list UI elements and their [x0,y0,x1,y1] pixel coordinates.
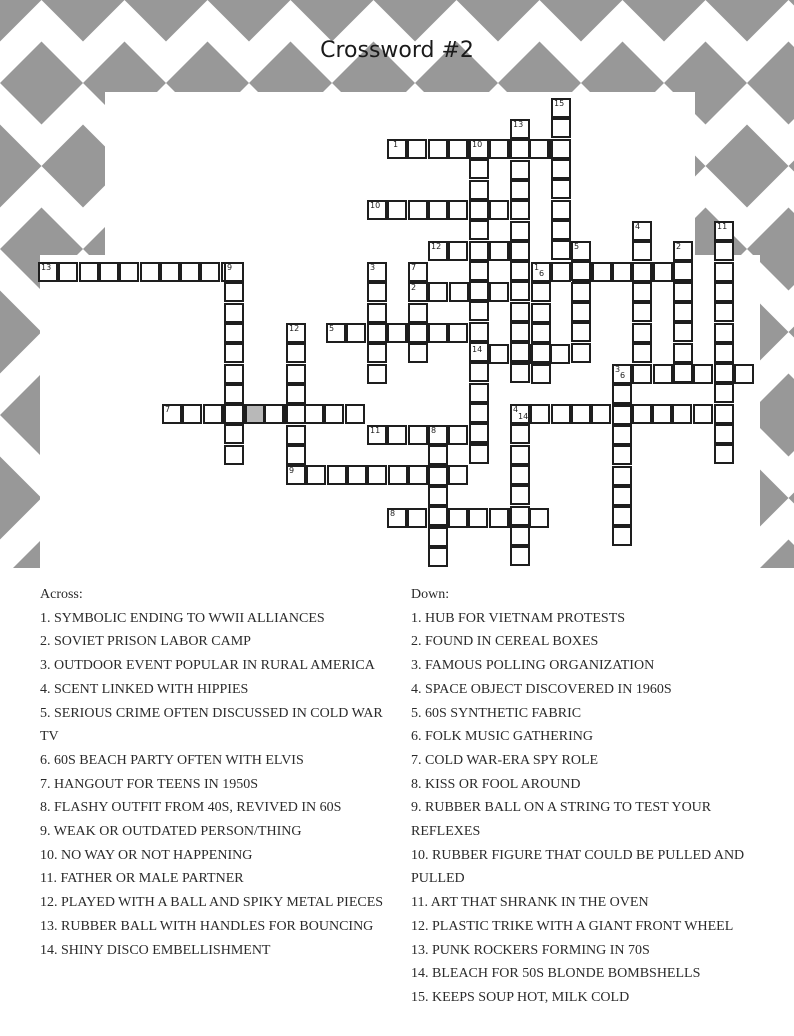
grid-clue-number: 10 [472,140,483,149]
grid-clue-number: 7 [411,263,417,272]
grid-clue-number: 6 [539,269,545,278]
grid-cell[interactable] [469,159,489,179]
clue-across-6: 6. 60S BEACH PARTY OFTEN WITH ELVIS [40,752,304,768]
grid-cell[interactable] [58,262,78,282]
grid-cell[interactable] [469,241,489,261]
grid-cell[interactable] [367,465,387,485]
grid-cell[interactable] [286,445,306,465]
grid-cell[interactable] [673,322,693,342]
grid-cell[interactable] [489,200,509,220]
grid-clue-number: 5 [574,242,580,251]
background-diamond [457,0,540,42]
grid-cell[interactable] [632,262,652,282]
grid-cell[interactable] [448,508,468,528]
grid-cell[interactable] [510,281,530,301]
grid-cell[interactable] [510,465,530,485]
grid-cell[interactable] [224,364,244,384]
grid-cell[interactable] [367,262,387,282]
grid-cell[interactable] [531,262,551,282]
grid-cell[interactable] [224,424,244,444]
grid-cell[interactable] [612,506,632,526]
grid-cell[interactable] [571,302,591,322]
background-diamond [0,457,42,540]
background-diamond [706,0,789,42]
grid-cell[interactable] [286,404,306,424]
grid-cell[interactable] [510,445,530,465]
background-diamond [789,457,794,540]
grid-clue-number: 11 [370,426,381,435]
grid-cell[interactable] [387,323,407,343]
grid-cell[interactable] [449,282,469,302]
grid-cell[interactable] [530,404,550,424]
across-clues [40,607,395,963]
grid-cell[interactable] [714,302,734,322]
grid-cell[interactable] [408,200,428,220]
clue-down-13: 13. PUNK ROCKERS FORMING IN 70S [411,942,650,958]
grid-cell[interactable] [714,323,734,343]
grid-cell[interactable] [428,527,448,547]
grid-cell[interactable] [286,364,306,384]
grid-cell[interactable] [367,364,387,384]
grid-clue-number: 11 [717,222,728,231]
clue-down-6: 6. FOLK MUSIC GATHERING [411,729,594,745]
grid-cell[interactable] [408,282,428,302]
grid-cell[interactable] [632,302,652,322]
grid-cell[interactable] [428,506,448,526]
grid-cell[interactable] [592,262,612,282]
grid-cell[interactable] [469,362,489,382]
grid-cell[interactable] [469,444,489,464]
grid-cell[interactable] [408,303,428,323]
grid-cell[interactable] [327,465,347,485]
background-diamond [623,0,706,42]
grid-cell[interactable] [367,323,387,343]
grid-cell[interactable] [469,383,489,403]
grid-cell[interactable] [714,424,734,444]
grid-cell[interactable] [653,262,673,282]
grid-clue-number: 15 [554,99,565,108]
grid-cell[interactable] [632,343,652,363]
grid-cell[interactable] [714,363,734,383]
grid-cell[interactable] [612,405,632,425]
grid-cell[interactable] [673,282,693,302]
grid-clue-number: 3 [370,263,376,272]
grid-cell[interactable] [286,425,306,445]
grid-cell[interactable] [469,322,489,342]
across-heading: Across: [40,587,83,602]
grid-cell[interactable] [551,404,571,424]
grid-cell[interactable] [448,465,468,485]
grid-cell[interactable] [469,423,489,443]
grid-clue-number: 3 [615,365,621,374]
grid-cell[interactable] [200,262,220,282]
background-diamond [540,0,623,42]
grid-cell[interactable] [428,466,448,486]
clue-across-4: 4. SCENT LINKED WITH HIPPIES [40,681,249,697]
grid-cell[interactable] [408,262,428,282]
grid-cell[interactable] [224,282,244,302]
grid-cell[interactable] [612,425,632,445]
grid-cell[interactable] [673,343,693,363]
background-diamond [789,125,794,208]
grid-cell[interactable] [428,139,448,159]
grid-cell[interactable] [510,221,530,241]
grid-cell[interactable] [510,261,530,281]
grid-cell[interactable] [387,139,407,159]
grid-cell[interactable] [224,445,244,465]
grid-cell[interactable] [612,466,632,486]
grid-clue-number: 12 [289,324,300,333]
clue-across-13: 13. RUBBER BALL WITH HANDLES FOR BOUNCING [40,918,374,934]
clue-across-7: 7. HANGOUT FOR TEENS IN 1950S [40,776,259,792]
grid-cell[interactable] [510,200,530,220]
grid-clue-number: 1 [393,140,399,149]
clue-across-12: 12. PLAYED WITH A BALL AND SPIKY METAL PIECES [40,895,384,911]
grid-cell[interactable] [469,139,489,159]
grid-cell[interactable] [529,139,549,159]
grid-cell[interactable] [551,200,571,220]
grid-cell[interactable] [714,241,734,261]
grid-cell[interactable] [571,261,591,281]
grid-cell[interactable] [324,404,344,424]
clue-down-3: 3. FAMOUS POLLING ORGANIZATION [411,658,655,674]
grid-clue-number: 2 [676,242,682,251]
grid-cell[interactable] [180,262,200,282]
grid-cell[interactable] [510,180,530,200]
grid-cell[interactable] [469,281,489,301]
grid-cell[interactable] [612,486,632,506]
grid-cell[interactable] [510,485,530,505]
grid-cell[interactable] [510,363,530,383]
grid-cell[interactable] [571,343,591,363]
grid-clue-number: 4 [513,405,519,414]
grid-cell[interactable] [510,342,530,362]
clue-down-4: 4. SPACE OBJECT DISCOVERED IN 1960S [411,681,672,697]
background-diamond [374,0,457,42]
grid-cell[interactable] [489,139,509,159]
grid-cell[interactable] [693,364,713,384]
grid-cell[interactable] [162,404,182,424]
grid-cell[interactable] [182,404,202,424]
grid-cell[interactable] [224,384,244,404]
grid-clue-number: 7 [165,405,171,414]
grid-cell[interactable] [714,383,734,403]
grid-clue-number: 1 [534,263,540,272]
clue-across-3: 3. OUTDOOR EVENT POPULAR IN RURAL AMERICA [40,658,375,674]
background-diamond [706,125,789,208]
grid-cell[interactable] [510,424,530,444]
grid-clue-number: 14 [518,412,529,421]
grid-cell[interactable] [571,282,591,302]
grid-clue-number: 8 [431,426,437,435]
grid-cell[interactable] [489,344,509,364]
grid-cell[interactable] [286,343,306,363]
grid-cell[interactable] [224,303,244,323]
grid-cell[interactable] [224,343,244,363]
grid-cell[interactable] [245,404,265,424]
grid-cell[interactable] [469,403,489,423]
grid-cell[interactable] [591,404,611,424]
grid-cell[interactable] [632,282,652,302]
grid-cell[interactable] [510,119,530,139]
grid-cell[interactable] [510,139,530,159]
grid-cell[interactable] [407,139,427,159]
grid-cell[interactable] [326,323,346,343]
grid-cell[interactable] [551,139,571,159]
grid-cell[interactable] [469,261,489,281]
grid-cell[interactable] [612,445,632,465]
clue-across-10: 10. NO WAY OR NOT HAPPENING [40,847,253,863]
clue-down-2: 2. FOUND IN CEREAL BOXES [411,634,599,650]
grid-cell[interactable] [531,282,551,302]
clue-down-12: 12. PLASTIC TRIKE WITH A GIANT FRONT WHEEL [411,918,734,934]
grid-cell[interactable] [408,425,428,445]
grid-cell[interactable] [531,303,551,323]
grid-cell[interactable] [714,404,734,424]
grid-cell[interactable] [469,180,489,200]
grid-cell[interactable] [510,526,530,546]
grid-cell[interactable] [224,323,244,343]
grid-cell[interactable] [469,342,489,362]
grid-cell[interactable] [632,323,652,343]
grid-cell[interactable] [428,445,448,465]
grid-clue-number: 13 [513,120,524,129]
clue-down-8: 8. KISS OR FOOL AROUND [411,776,581,792]
grid-cell[interactable] [428,323,448,343]
clue-across-5: 5. SERIOUS CRIME OFTEN DISCUSSED IN COLD WAR TV [40,705,383,745]
grid-cell[interactable] [531,323,551,343]
grid-cell[interactable] [693,404,713,424]
grid-cell[interactable] [551,179,571,199]
background-diamond [42,0,125,42]
background-diamond [0,125,42,208]
grid-cell[interactable] [387,425,407,445]
grid-clue-number: 14 [472,345,483,354]
grid-cell[interactable] [428,547,448,567]
grid-cell[interactable] [428,486,448,506]
grid-cell[interactable] [653,364,673,384]
grid-cell[interactable] [407,508,427,528]
grid-cell[interactable] [367,200,387,220]
grid-cell[interactable] [672,404,692,424]
grid-clue-number: 5 [329,324,335,333]
grid-cell[interactable] [264,404,284,424]
grid-cell[interactable] [428,241,448,261]
grid-cell[interactable] [714,221,734,241]
grid-cell[interactable] [551,220,571,240]
grid-cell[interactable] [612,364,632,384]
grid-cell[interactable] [286,465,306,485]
grid-cell[interactable] [510,160,530,180]
grid-cell[interactable] [551,240,571,260]
clue-down-9: 9. RUBBER BALL ON A STRING TO TEST YOUR REFLEXES [411,800,712,840]
down-clue-list [411,583,756,1010]
grid-cell[interactable] [531,343,551,363]
grid-cell[interactable] [306,465,326,485]
clue-across-14: 14. SHINY DISCO EMBELLISHMENT [40,942,271,958]
clue-across-11: 11. FATHER OR MALE PARTNER [40,871,244,887]
grid-cell[interactable] [571,241,591,261]
background-diamond [125,0,208,42]
grid-cell[interactable] [489,282,509,302]
grid-cell[interactable] [428,282,448,302]
grid-cell[interactable] [529,508,549,528]
grid-cell[interactable] [632,221,652,241]
grid-cell[interactable] [448,323,468,343]
grid-cell[interactable] [531,364,551,384]
clue-across-1: 1. SYMBOLIC ENDING TO WWII ALLIANCES [40,610,325,626]
background-diamond [208,0,291,42]
clue-across-8: 8. FLASHY OUTFIT FROM 40S, REVIVED IN 60S [40,800,342,816]
grid-cell[interactable] [612,526,632,546]
grid-cell[interactable] [673,241,693,261]
grid-cell[interactable] [119,262,139,282]
grid-cell[interactable] [551,98,571,118]
grid-clue-number: 2 [411,283,417,292]
grid-cell[interactable] [673,363,693,383]
grid-cell[interactable] [612,262,632,282]
grid-cell[interactable] [632,241,652,261]
grid-cell[interactable] [673,302,693,322]
background-diamond [789,291,794,374]
clue-down-1: 1. HUB FOR VIETNAM PROTESTS [411,610,626,626]
grid-cell[interactable] [510,322,530,342]
grid-cell[interactable] [734,364,754,384]
grid-cell[interactable] [286,323,306,343]
grid-cell[interactable] [387,508,407,528]
grid-cell[interactable] [367,282,387,302]
grid-clue-number: 4 [635,222,641,231]
page-title: Crossword #2 [320,38,474,63]
clue-down-10: 10. RUBBER FIGURE THAT COULD BE PULLED AND PULLED [411,847,745,887]
grid-clue-number: 13 [41,263,52,272]
grid-cell[interactable] [612,384,632,404]
grid-cell[interactable] [203,404,223,424]
grid-cell[interactable] [550,344,570,364]
background-diamond [0,0,42,42]
clue-down-7: 7. COLD WAR-ERA SPY ROLE [411,752,599,768]
grid-cell[interactable] [428,200,448,220]
grid-cell[interactable] [551,118,571,138]
grid-cell[interactable] [408,465,428,485]
grid-cell[interactable] [304,404,324,424]
clue-down-15: 15. KEEPS SOUP HOT, MILK COLD [411,989,630,1005]
grid-cell[interactable] [673,261,693,281]
grid-cell[interactable] [632,364,652,384]
grid-cell[interactable] [551,159,571,179]
grid-cell[interactable] [510,404,530,424]
clue-across-2: 2. SOVIET PRISON LABOR CAMP [40,634,251,650]
grid-cell[interactable] [79,262,99,282]
grid-cell[interactable] [367,425,387,445]
grid-clue-number: 8 [390,509,396,518]
grid-cell[interactable] [448,425,468,445]
grid-clue-number: 9 [227,263,233,272]
down-clues [411,607,756,1010]
grid-cell[interactable] [428,425,448,445]
grid-cell[interactable] [489,241,509,261]
grid-cell[interactable] [714,444,734,464]
background-diamond [0,291,42,374]
grid-cell[interactable] [347,465,367,485]
grid-cell[interactable] [367,303,387,323]
grid-cell[interactable] [469,301,489,321]
clue-down-14: 14. BLEACH FOR 50S BLONDE BOMBSHELLS [411,966,701,982]
grid-cell[interactable] [408,343,428,363]
grid-cell[interactable] [510,302,530,322]
grid-clue-number: 6 [620,371,626,380]
grid-cell[interactable] [489,508,509,528]
background-diamond [291,0,374,42]
grid-clue-number: 12 [431,242,442,251]
grid-cell[interactable] [448,241,468,261]
grid-cell[interactable] [632,404,652,424]
grid-cell[interactable] [224,262,244,282]
grid-cell[interactable] [160,262,180,282]
grid-cell[interactable] [571,322,591,342]
grid-cell[interactable] [510,506,530,526]
grid-clue-number: 9 [289,466,295,475]
grid-cell[interactable] [286,384,306,404]
grid-cell[interactable] [510,546,530,566]
grid-cell[interactable] [448,200,468,220]
grid-cell[interactable] [408,323,428,343]
grid-cell[interactable] [346,323,366,343]
background-diamond [789,0,794,42]
grid-cell[interactable] [448,139,468,159]
grid-cell[interactable] [469,220,489,240]
grid-cell[interactable] [99,262,119,282]
grid-cell[interactable] [140,262,160,282]
grid-cell[interactable] [345,404,365,424]
grid-cell[interactable] [388,465,408,485]
grid-clue-number: 10 [370,201,381,210]
grid-cell[interactable] [387,200,407,220]
grid-cell[interactable] [468,508,488,528]
grid-cell[interactable] [224,404,244,424]
grid-cell[interactable] [469,200,489,220]
clue-across-9: 9. WEAK OR OUTDATED PERSON/THING [40,824,302,840]
grid-cell[interactable] [38,262,58,282]
clue-down-11: 11. ART THAT SHRANK IN THE OVEN [411,895,649,911]
down-heading: Down: [411,587,450,602]
grid-cell[interactable] [714,282,734,302]
grid-cell[interactable] [367,343,387,363]
grid-cell[interactable] [571,404,591,424]
across-clue-list [40,583,395,962]
clue-down-5: 5. 60S SYNTHETIC FABRIC [411,705,582,721]
grid-cell[interactable] [652,404,672,424]
grid-cell[interactable] [551,262,571,282]
grid-cell[interactable] [510,241,530,261]
grid-cell[interactable] [714,262,734,282]
grid-cell[interactable] [714,343,734,363]
